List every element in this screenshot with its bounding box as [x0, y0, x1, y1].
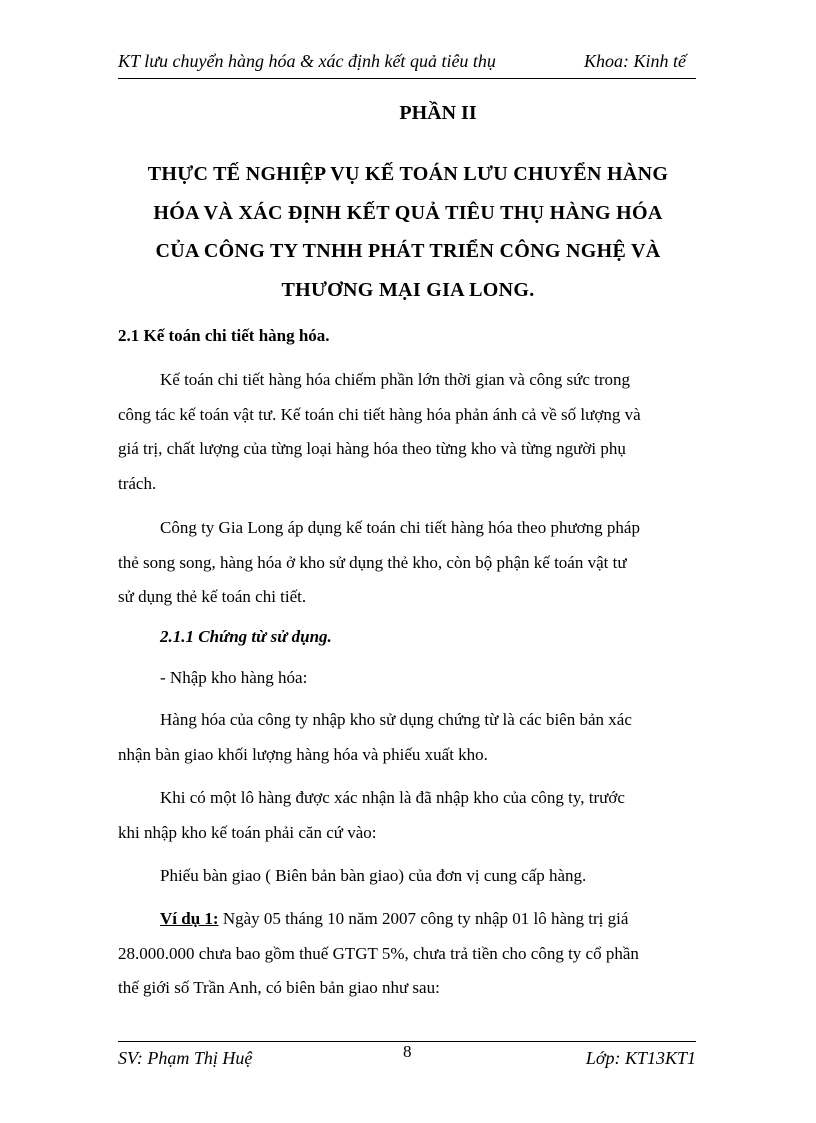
- paragraph-line: 28.000.000 chưa bao gồm thuế GTGT 5%, chưa trả tiền cho công ty cổ phần: [118, 943, 639, 963]
- paragraph-line: khi nhập kho kế toán phải căn cứ vào:: [118, 822, 377, 842]
- paragraph-line: thẻ song song, hàng hóa ở kho sử dụng thẻ kho, còn bộ phận kế toán vật tư: [118, 552, 627, 572]
- page-number: 8: [403, 1042, 412, 1061]
- chapter-title-line: THỰC TẾ NGHIỆP VỤ KẾ TOÁN LƯU CHUYỂN HÀNG: [147, 163, 669, 185]
- paragraph-line: trách.: [118, 473, 157, 493]
- example-first-line: [118, 902, 697, 937]
- bullet-import-goods: - Nhập kho hàng hóa:: [160, 668, 308, 687]
- example-label: Ví dụ 1:: [160, 909, 219, 928]
- paragraph-parallel-method: [118, 511, 697, 615]
- chapter-title: [110, 155, 706, 309]
- chapter-title-line: HÓA VÀ XÁC ĐỊNH KẾT QUẢ TIÊU THỤ HÀNG HÓA: [153, 201, 663, 224]
- paragraph-detail-accounting: [118, 363, 697, 501]
- paragraph-line: Công ty Gia Long áp dụng kế toán chi tiết hàng hóa theo phương pháp: [160, 518, 640, 537]
- footer-student-name: SV: Phạm Thị Huệ: [118, 1048, 253, 1068]
- header-faculty: Khoa: Kinh tế: [584, 51, 686, 71]
- section-heading: 2.1 Kế toán chi tiết hàng hóa.: [118, 326, 330, 345]
- header-course-title: KT lưu chuyển hàng hóa & xác định kết quả tiêu thụ: [118, 51, 496, 71]
- chapter-title-line: CỦA CÔNG TY TNHH PHÁT TRIỂN CÔNG NGHỆ VÀ: [155, 240, 661, 262]
- paragraph-line: Kế toán chi tiết hàng hóa chiếm phần lớn thời gian và công sức trong: [160, 370, 631, 389]
- delivery-note: Phiếu bàn giao ( Biên bản bàn giao) của đơn vị cung cấp hàng.: [160, 866, 587, 885]
- page-footer: [118, 1041, 696, 1076]
- paragraph-import-documents: [118, 703, 697, 772]
- paragraph-line: Khi có một lô hàng được xác nhận là đã nhập kho của công ty, trước: [160, 788, 625, 807]
- paragraph-line: nhận bàn giao khối lượng hàng hóa và phiếu xuất kho.: [118, 744, 488, 764]
- paragraph-before-import: [118, 781, 697, 850]
- example-first-line-text: Ngày 05 tháng 10 năm 2007 công ty nhập 01 lô hàng trị giá: [218, 909, 629, 928]
- paragraph-line: công tác kế toán vật tư. Kế toán chi tiết hàng hóa phản ánh cả về số lượng và: [118, 404, 641, 424]
- page-header: [118, 48, 696, 79]
- chapter-title-line: THƯƠNG MẠI GIA LONG.: [281, 278, 535, 301]
- subsection-heading: 2.1.1 Chứng từ sử dụng.: [160, 627, 332, 646]
- footer-class: Lớp: KT13KT1: [585, 1048, 696, 1068]
- part-title: PHẦN II: [399, 102, 477, 124]
- paragraph-line: giá trị, chất lượng của từng loại hàng hóa theo từng kho và từng người phụ: [118, 439, 626, 458]
- paragraph-line: sử dụng thẻ kế toán chi tiết.: [118, 587, 307, 606]
- example-paragraph: [118, 902, 697, 1006]
- paragraph-line: Hàng hóa của công ty nhập kho sử dụng chứng từ là các biên bản xác: [160, 710, 632, 729]
- paragraph-line: thế giới số Trần Anh, có biên bản giao như sau:: [118, 978, 440, 997]
